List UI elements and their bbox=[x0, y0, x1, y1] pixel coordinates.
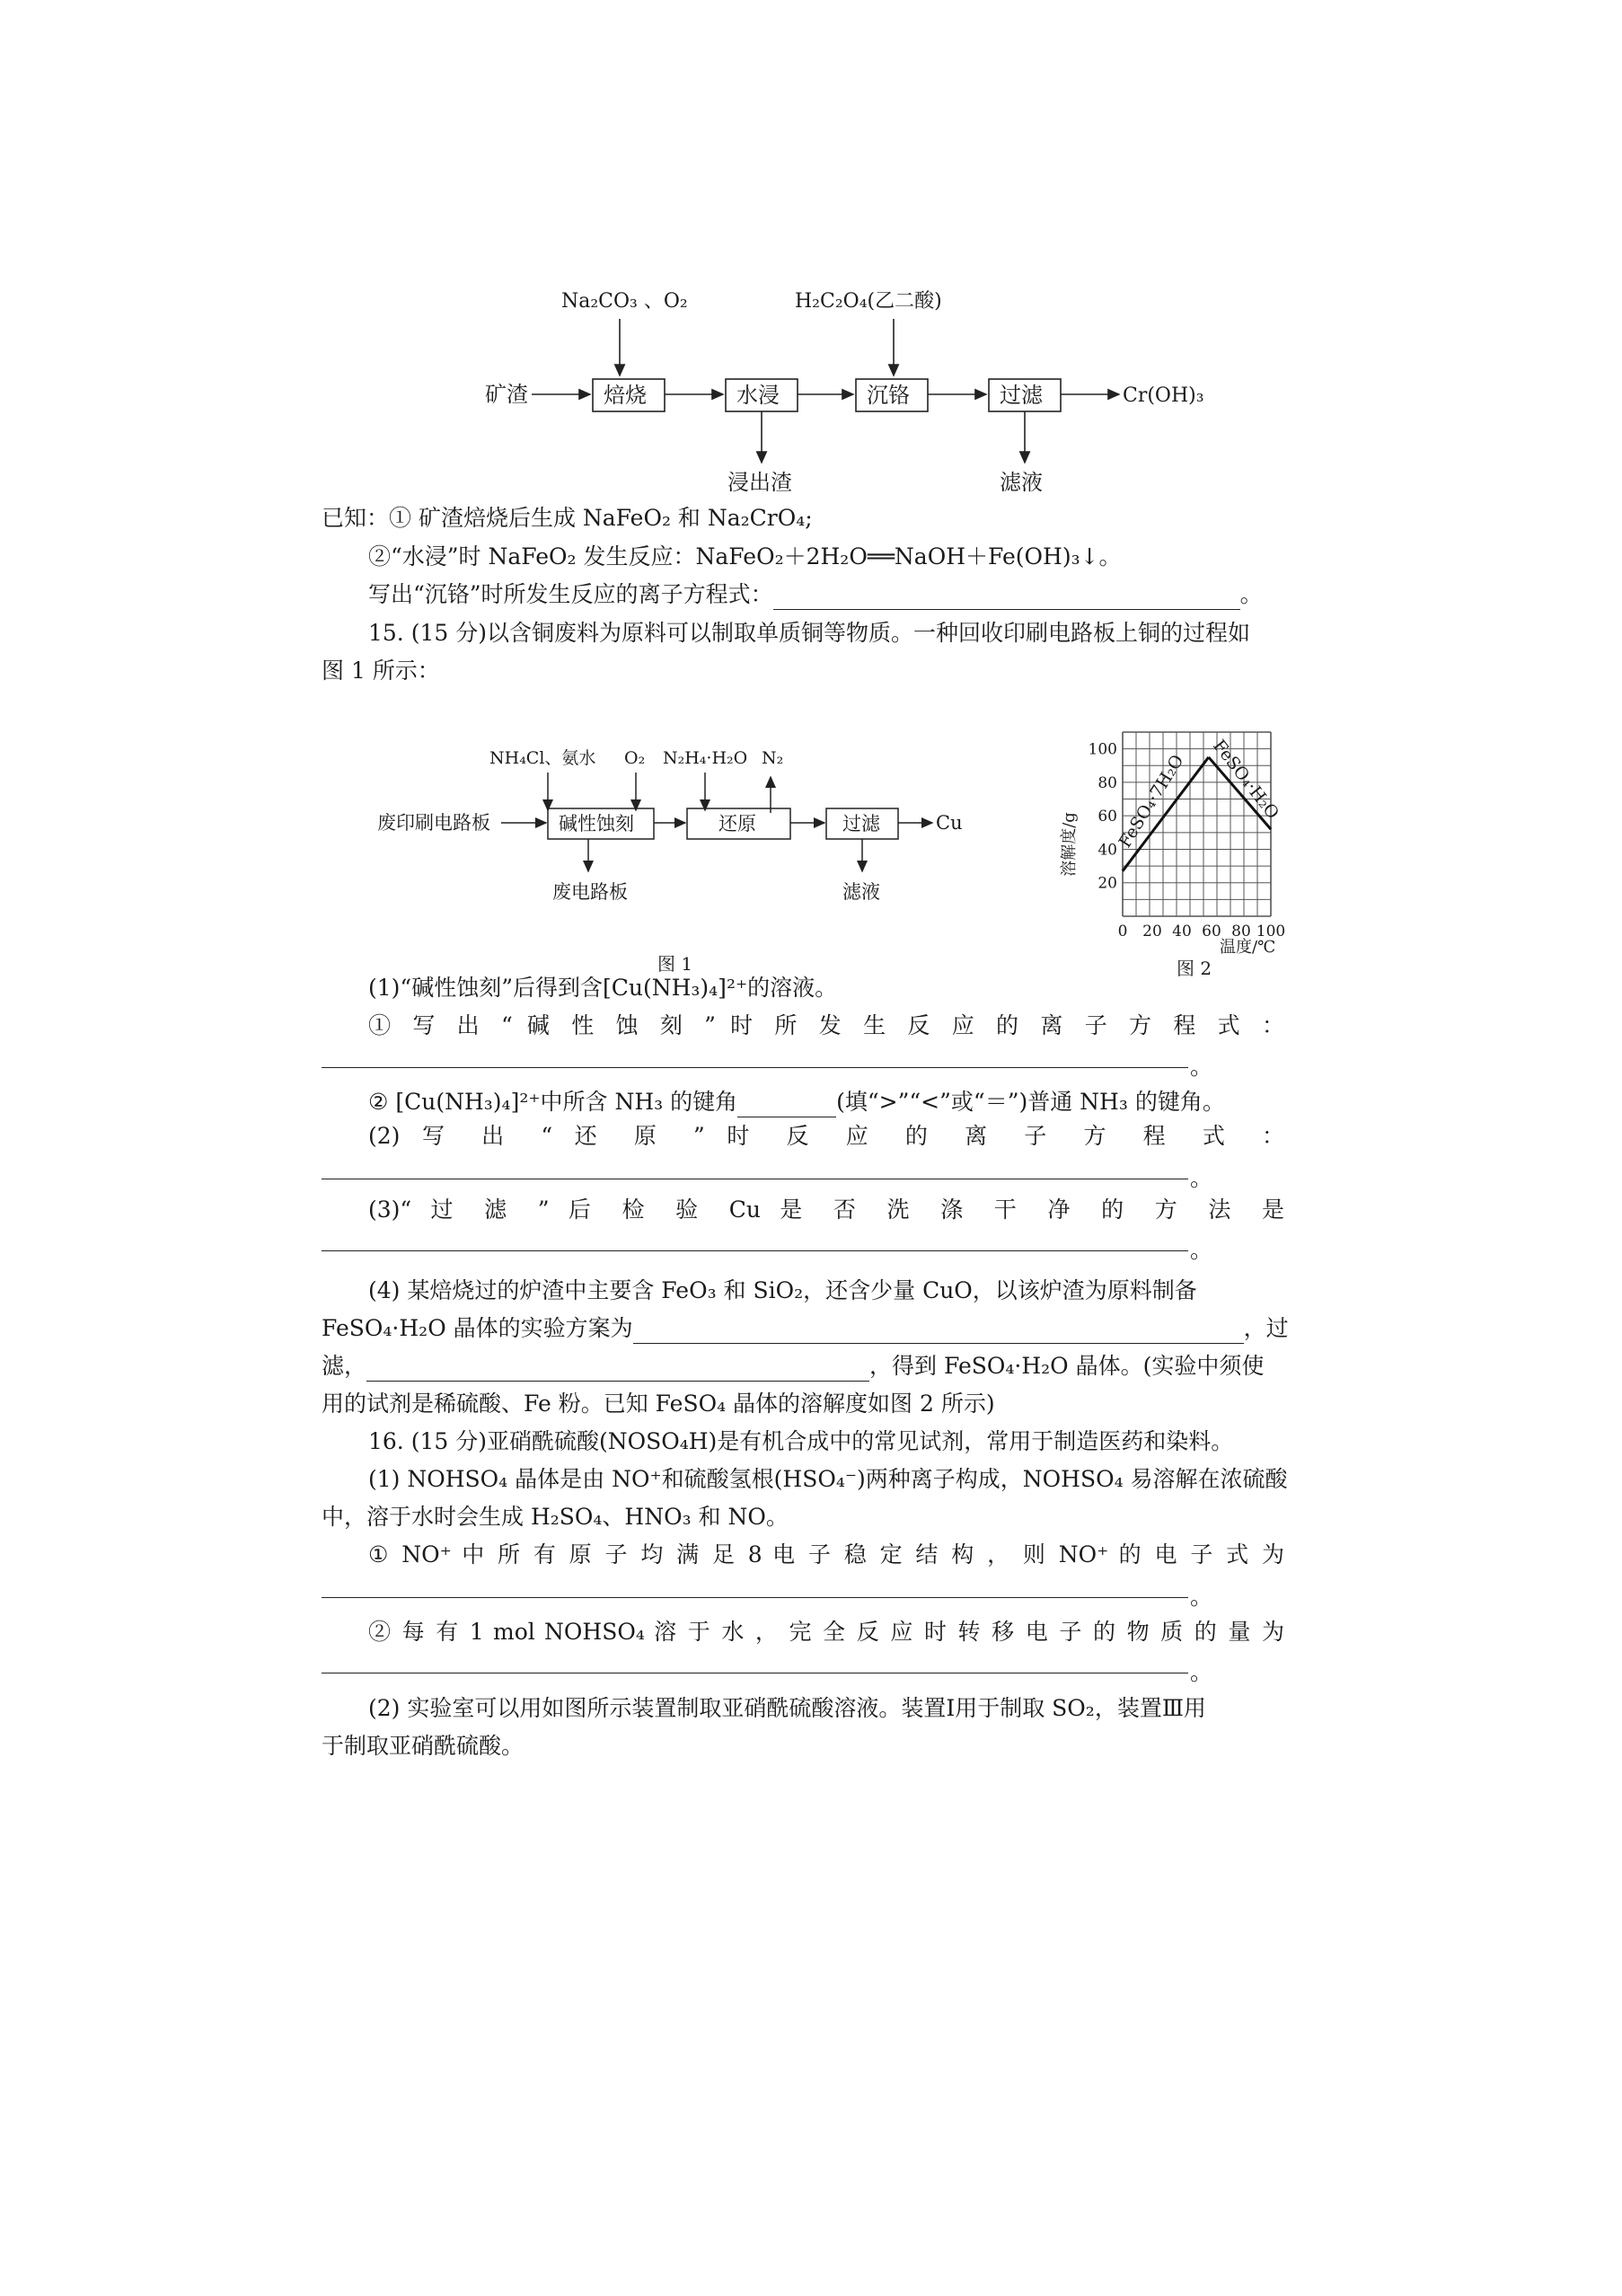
answer-blank-4a[interactable] bbox=[633, 1321, 1244, 1344]
q15-part-1b: ② [Cu(NH₃)₄]²⁺中所含 NH₃ 的键角 (填“>”“<”或“＝”)普通 NH₃ 的键角。 bbox=[368, 1087, 1356, 1117]
q15-part-3: (3)“ 过 滤 ” 后 检 验 Cu 是 否 洗 涤 干 净 的 方 法 是 bbox=[368, 1197, 1284, 1223]
figure-1-caption: 图 1 bbox=[657, 953, 693, 975]
x-tick-label: 40 bbox=[1172, 923, 1192, 940]
q16-part-1a: (1) NOHSO₄ 晶体是由 NO⁺和硫酸氢根(HSO₄⁻)两种离子构成，NOHSO₄ 易溶解在浓硫酸 bbox=[368, 1466, 1288, 1492]
known-line-2: ②“水浸”时 NaFeO₂ 发生反应：NaFeO₂＋2H₂O══NaOH＋Fe(OH)₃↓。 bbox=[368, 543, 1122, 570]
q15-part-4d: 用的试剂是稀硫酸、Fe 粉。已知 FeSO₄ 晶体的溶解度如图 2 所示) bbox=[322, 1391, 995, 1417]
x-tick-label: 80 bbox=[1231, 923, 1251, 940]
q16-part-2a: (2) 实验室可以用如图所示装置制取亚硝酰硫酸溶液。装置Ⅰ用于制取 SO₂，装置Ⅲ用 bbox=[368, 1695, 1206, 1721]
svg-text:过滤: 过滤 bbox=[842, 813, 880, 835]
y-tick-label: 100 bbox=[1088, 740, 1117, 759]
output-waste-board: 废电路板 bbox=[552, 881, 628, 903]
answer-blank-3[interactable] bbox=[322, 1250, 1188, 1251]
product-n2: N₂ bbox=[762, 748, 784, 768]
known-line-1: 已知：① 矿渣焙烧后生成 NaFeO₂ 和 Na₂CrO₄; bbox=[322, 505, 813, 531]
y-tick-label: 20 bbox=[1097, 874, 1117, 893]
answer-blank-4b[interactable] bbox=[366, 1359, 869, 1382]
answer-blank-1a[interactable] bbox=[322, 1067, 1188, 1068]
y-tick-label: 80 bbox=[1097, 773, 1117, 792]
reagent-hydrazine: N₂H₄·H₂O bbox=[663, 748, 748, 768]
q16-intro: 16. (15 分)亚硝酰硫酸(NOSO₄H)是有机合成中的常见试剂，常用于制造医药和染料。 bbox=[368, 1428, 1234, 1454]
product-cr-oh3: Cr(OH)₃ bbox=[1123, 384, 1204, 407]
start-ore-slag: 矿渣 bbox=[485, 382, 528, 407]
q15-part-2: (2) 写 出 “ 还 原 ” 时 反 应 的 离 子 方 程 式 ： bbox=[368, 1123, 1284, 1149]
product-cu: Cu bbox=[936, 812, 963, 834]
flowchart-chromium bbox=[467, 269, 1275, 503]
q15-intro-1: 15. (15 分)以含铜废料为原料可以制取单质铜等物质。一种回收印刷电路板上铜的过程如 bbox=[368, 620, 1250, 646]
q15-part-4b: FeSO₄·H₂O 晶体的实验方案为 ，过 bbox=[322, 1313, 1309, 1344]
figure-2-solubility-chart bbox=[1051, 683, 1311, 988]
x-tick-label: 60 bbox=[1202, 923, 1221, 940]
y-tick-label: 60 bbox=[1097, 808, 1117, 826]
y-tick-label: 40 bbox=[1097, 841, 1117, 860]
q15-part-4a: (4) 某焙烧过的炉渣中主要含 FeO₃ 和 SiO₂，还含少量 CuO，以该炉渣为原料制备 bbox=[368, 1277, 1197, 1303]
reagent-oxalic-acid: H₂C₂O₄(乙二酸) bbox=[795, 290, 942, 313]
q15-part-4c: 滤， ，得到 FeSO₄·H₂O 晶体。(实验中须使 bbox=[322, 1351, 1309, 1382]
svg-text:碱性蚀刻: 碱性蚀刻 bbox=[559, 813, 634, 835]
answer-blank-16-1c[interactable] bbox=[322, 1597, 1188, 1598]
curve-label-monohydrate: FeSO₄·H₂O bbox=[1209, 736, 1283, 824]
answer-blank[interactable] bbox=[773, 587, 1240, 610]
svg-text:还原: 还原 bbox=[718, 813, 756, 835]
figure-1-copper-recovery bbox=[377, 737, 1024, 988]
y-axis-label: 溶解度/g bbox=[1060, 812, 1079, 877]
x-tick-label: 0 bbox=[1117, 923, 1128, 940]
q15-part-1a: ① 写 出 “ 碱 性 蚀 刻 ” 时 所 发 生 反 应 的 离 子 方 程 式 ： bbox=[368, 1012, 1284, 1038]
question-text: 写出“沉铬”时所发生反应的离子方程式： bbox=[368, 581, 773, 607]
svg-text:沉铬: 沉铬 bbox=[867, 383, 910, 408]
figure-2-caption: 图 2 bbox=[1177, 958, 1212, 979]
x-axis-label: 温度/℃ bbox=[1220, 938, 1276, 957]
q16-part-1b: 中，溶于水时会生成 H₂SO₄、HNO₃ 和 NO。 bbox=[322, 1504, 789, 1530]
q16-part-1c: ① NO⁺ 中 所 有 原 子 均 满 足 8 电 子 稳 定 结 构 ， 则 NO⁺ 的 电 子 式 为 bbox=[368, 1541, 1284, 1567]
q16-part-2b: 于制取亚硝酰硫酸。 bbox=[322, 1733, 525, 1759]
output-leach-residue: 浸出渣 bbox=[727, 470, 792, 495]
x-tick-label: 100 bbox=[1256, 923, 1286, 940]
known-line-3: 写出“沉铬”时所发生反应的离子方程式： 。 bbox=[368, 579, 1356, 610]
svg-text:水浸: 水浸 bbox=[736, 383, 780, 408]
q15-intro-2: 图 1 所示： bbox=[322, 658, 440, 684]
q15-part-1: (1)“碱性蚀刻”后得到含[Cu(NH₃)₄]²⁺的溶液。 bbox=[368, 975, 838, 1001]
x-tick-label: 20 bbox=[1142, 923, 1162, 940]
start-waste-pcb: 废印刷电路板 bbox=[377, 812, 490, 834]
output-filtrate: 滤液 bbox=[842, 881, 880, 903]
reagent-nh4cl-ammonia: NH₄Cl、氨水 bbox=[489, 748, 596, 768]
output-filtrate: 滤液 bbox=[1000, 470, 1043, 495]
q16-part-1d: ② 每 有 1 mol NOHSO₄ 溶 于 水 ， 完 全 反 应 时 转 移 电 子 的 物 质 的 量 为 bbox=[368, 1619, 1284, 1645]
reagent-o2: O₂ bbox=[624, 748, 646, 768]
answer-blank-1b[interactable] bbox=[737, 1095, 836, 1117]
svg-text:焙烧: 焙烧 bbox=[604, 383, 647, 408]
svg-text:过滤: 过滤 bbox=[1000, 383, 1043, 408]
reagent-na2co3-o2: Na₂CO₃ 、O₂ bbox=[561, 290, 688, 313]
curve-label-heptahydrate: FeSO₄·7H₂O bbox=[1115, 751, 1188, 852]
